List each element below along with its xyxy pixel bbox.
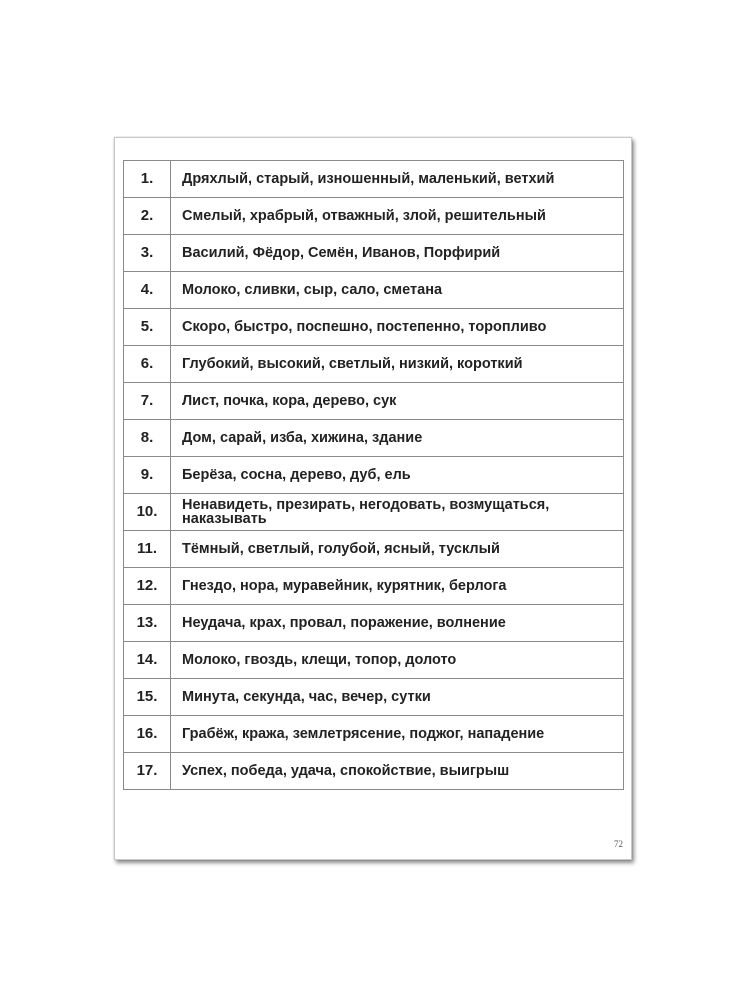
table-row: [124, 272, 624, 309]
table-row: [124, 716, 624, 753]
row-words: Неудача, крах, провал, поражение, волнение: [171, 605, 624, 642]
document-page: [114, 137, 632, 860]
table-row: [124, 642, 624, 679]
row-number: 1.: [124, 161, 171, 198]
row-words: Дряхлый, старый, изношенный, маленький, ветхий: [171, 161, 624, 198]
row-words: Успех, победа, удача, спокойствие, выигрыш: [171, 753, 624, 790]
row-number: 11.: [124, 531, 171, 568]
row-number: 9.: [124, 457, 171, 494]
row-words: Ненавидеть, презирать, негодовать, возмущаться, наказывать: [171, 494, 624, 531]
row-words: Глубокий, высокий, светлый, низкий, короткий: [171, 346, 624, 383]
row-words: Гнездо, нора, муравейник, курятник, берлога: [171, 568, 624, 605]
row-words: Берёза, сосна, дерево, дуб, ель: [171, 457, 624, 494]
row-words: Молоко, сливки, сыр, сало, сметана: [171, 272, 624, 309]
row-words: Василий, Фёдор, Семён, Иванов, Порфирий: [171, 235, 624, 272]
row-number: 3.: [124, 235, 171, 272]
table-row: [124, 346, 624, 383]
table-row: [124, 679, 624, 716]
table-row: [124, 531, 624, 568]
row-words: Смелый, храбрый, отважный, злой, решительный: [171, 198, 624, 235]
table-row: [124, 309, 624, 346]
page-number: 72: [614, 839, 623, 849]
row-words: Дом, сарай, изба, хижина, здание: [171, 420, 624, 457]
row-number: 17.: [124, 753, 171, 790]
row-number: 2.: [124, 198, 171, 235]
row-number: 16.: [124, 716, 171, 753]
row-words: Грабёж, кража, землетрясение, поджог, нападение: [171, 716, 624, 753]
row-words: Скоро, быстро, поспешно, постепенно, торопливо: [171, 309, 624, 346]
row-number: 6.: [124, 346, 171, 383]
row-number: 13.: [124, 605, 171, 642]
table-row: [124, 420, 624, 457]
table-row: [124, 753, 624, 790]
table-row: [124, 383, 624, 420]
row-words: Лист, почка, кора, дерево, сук: [171, 383, 624, 420]
row-number: 15.: [124, 679, 171, 716]
table-row: [124, 605, 624, 642]
table-row: [124, 494, 624, 531]
table-row: [124, 457, 624, 494]
row-number: 7.: [124, 383, 171, 420]
table-row: [124, 198, 624, 235]
row-words: Молоко, гвоздь, клещи, топор, долото: [171, 642, 624, 679]
row-number: 8.: [124, 420, 171, 457]
row-number: 4.: [124, 272, 171, 309]
table-row: [124, 161, 624, 198]
row-words: Минута, секунда, час, вечер, сутки: [171, 679, 624, 716]
table-row: [124, 568, 624, 605]
row-number: 10.: [124, 494, 171, 531]
row-number: 14.: [124, 642, 171, 679]
row-number: 5.: [124, 309, 171, 346]
table-row: [124, 235, 624, 272]
row-words: Тёмный, светлый, голубой, ясный, тусклый: [171, 531, 624, 568]
word-list-table: [123, 160, 624, 790]
row-number: 12.: [124, 568, 171, 605]
